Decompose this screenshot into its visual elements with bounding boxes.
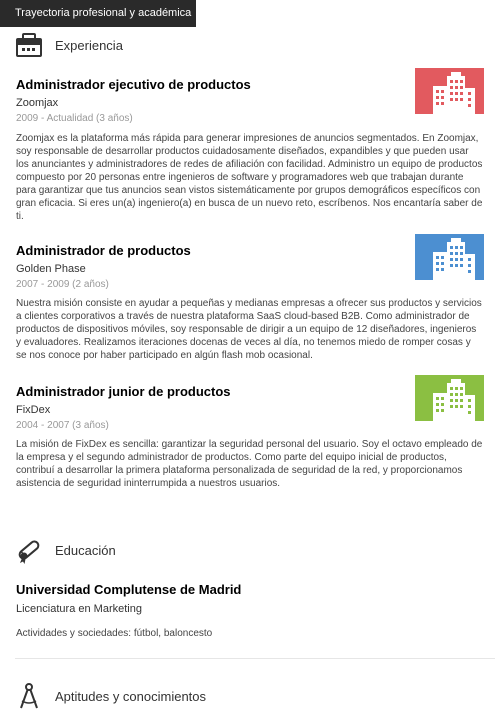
job-dates: 2009 - Actualidad (3 años) (16, 113, 133, 124)
company-logo[interactable] (415, 68, 484, 114)
diploma-icon (15, 536, 43, 564)
job-title[interactable]: Administrador ejecutivo de productos (16, 77, 251, 92)
job-title[interactable]: Administrador junior de productos (16, 384, 231, 399)
job-dates: 2004 - 2007 (3 años) (16, 420, 109, 431)
compass-icon (15, 682, 43, 710)
activities: Actividades y sociedades: fútbol, baloncesto (16, 628, 213, 639)
section-tab-label: Trayectoria profesional y académica (15, 7, 192, 19)
job-company[interactable]: Zoomjax (16, 97, 59, 109)
job-title[interactable]: Administrador de productos (16, 243, 191, 258)
education-title: Educación (55, 542, 116, 558)
job-description: La misión de FixDex es sencilla: garantizar la seguridad personal del usuario. Soy el octavo empleado de la empresa y el segundo administrador de productos. Como parte del equipo inicial de productos, contribuí a desarrollar la primera plataforma personalizada de seguridad de la red, y proporcionamos asistencia de seguridad ininterrumpida a nuestros usuarios. (16, 439, 483, 489)
job-entry (16, 384, 484, 489)
company-logo[interactable] (415, 234, 484, 280)
job-description: Zoomjax es la plataforma más rápida para generar impresiones de anuncios segmentados. En Zoomjax, soy responsable de desarrollar productos cuidadosamente diseñados, expandibles y que pueden usar los anunciantes y administradores de redes de afiliación con facilidad. Administro un equipo de productos compuesto por 20 personas entre ingenieros de software y programadores web que trabajan durante para garantizar que tus anuncios sean vistos sistemáticamente por grupos demográficos específicos con gran eficacia. Si eres un(a) ingeniero(a) en busca de un nuevo reto, escríbenos. Nos encantaría saber de ti. (16, 133, 483, 222)
experience-header (15, 31, 123, 59)
job-company[interactable]: FixDex (16, 404, 51, 416)
company-logo[interactable] (415, 375, 484, 421)
job-entry (16, 77, 484, 222)
education-header (15, 536, 116, 564)
degree: Licenciatura en Marketing (16, 603, 142, 615)
job-dates: 2007 - 2009 (2 años) (16, 279, 109, 290)
building-icon (415, 68, 484, 114)
briefcase-icon (15, 31, 43, 59)
building-icon (415, 375, 484, 421)
school-name[interactable]: Universidad Complutense de Madrid (16, 582, 242, 597)
building-icon (415, 234, 484, 280)
section-tab[interactable] (0, 0, 196, 27)
experience-title: Experiencia (55, 37, 123, 53)
job-company[interactable]: Golden Phase (16, 263, 86, 275)
job-description: Nuestra misión consiste en ayudar a pequeñas y medianas empresas a ofrecer sus productos y servicios a clientes corporativos a través de nuestra plataforma SaaS cloud-based B2B. Como administrador de productos de dispositivos móviles, soy responsable de dirigir a un equipo de 12 diseñadores, ingenieros y evaluadores. Realizamos iteraciones docenas de veces al día, no tenemos miedo de romper cosas y se nos conoce por haber participado en algún flash mob ocasional. (16, 298, 482, 361)
section-divider (15, 658, 495, 659)
job-entry (16, 243, 484, 361)
skills-title: Aptitudes y conocimientos (55, 688, 207, 704)
education-entry (16, 582, 484, 641)
skills-header (15, 682, 206, 710)
